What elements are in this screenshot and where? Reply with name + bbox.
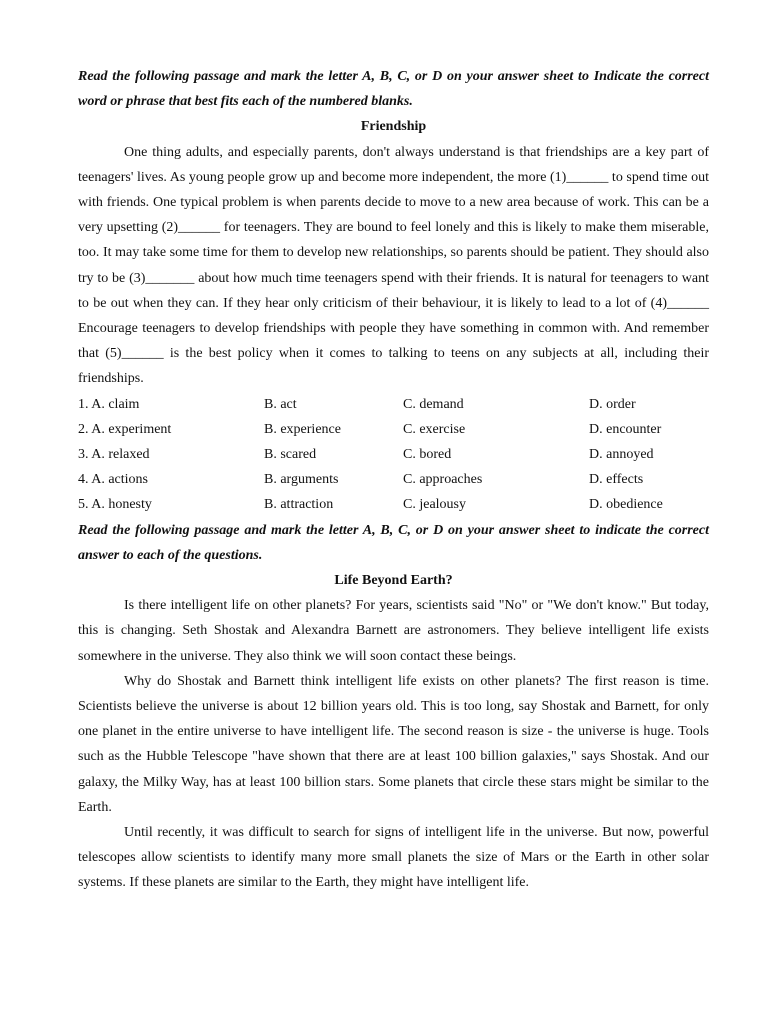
- option-b: B. experience: [264, 421, 341, 437]
- section2-paragraph-1: Is there intelligent life on other planets? For years, scientists said "No" or "We don't know." But today, this is changing. Seth Shostak and Alexandra Barnett are astronomers. They believe intelligent life exists somewhere in the universe. They also think we will soon contact these beings.: [78, 598, 709, 664]
- question-options: [78, 392, 709, 518]
- section2-paragraph-3: Until recently, it was difficult to search for signs of intelligent life in the universe. But now, powerful telescopes allow scientists to identify many more small planets the size of Mars or the Earth in other solar systems. If these planets are similar to the Earth, they might have intelligent life.: [78, 825, 709, 891]
- option-d: D. encounter: [589, 421, 662, 437]
- question-row-5: [78, 492, 709, 517]
- option-a: 3. A. relaxed: [78, 447, 150, 463]
- section2-paragraph-2: Why do Shostak and Barnett think intelligent life exists on other planets? The first reason is time. Scientists believe the universe is about 12 billion years old. This is too long, say Shostak and Barnett, for only one planet in the entire universe to have intelligent life. The second reason is size - the universe is huge. Tools such as the Hubble Telescope "have shown that there are at least 100 billion galaxies," says Shostak. And our galaxy, the Milky Way, has at least 100 billion stars. Some planets that circle these stars might be similar to the Earth.: [78, 673, 709, 815]
- option-d: D. obedience: [589, 497, 663, 513]
- section2-title: Life Beyond Earth?: [334, 572, 453, 588]
- option-a: 2. A. experiment: [78, 421, 172, 437]
- question-row-3: [78, 442, 709, 467]
- section2-instruction: Read the following passage and mark the letter A, B, C, or D on your answer sheet to indicate the correct answer to each of the questions.: [78, 522, 709, 563]
- question-row-4: [78, 467, 709, 492]
- option-b: B. arguments: [264, 472, 339, 488]
- option-c: C. demand: [403, 396, 464, 412]
- option-a: 4. A. actions: [78, 472, 148, 488]
- option-c: C. bored: [403, 447, 452, 463]
- section1-instruction: Read the following passage and mark the letter A, B, C, or D on your answer sheet to Indicate the correct word or phrase that best fits each of the numbered blanks.: [78, 69, 709, 110]
- option-b: B. scared: [264, 447, 317, 463]
- option-d: D. effects: [589, 472, 644, 488]
- option-b: B. attraction: [264, 497, 334, 513]
- option-d: D. order: [589, 396, 636, 412]
- option-c: C. approaches: [403, 472, 483, 488]
- section1-title: Friendship: [360, 119, 427, 135]
- section1-paragraph: One thing adults, and especially parents, don't always understand is that friendships are a key part of teenagers' lives. As young people grow up and become more independent, the more (1)______ to spend time out with friends. One typical problem is when parents decide to move to a new area because of work. This can be a very upsetting (2)______ for teenagers. They are bound to feel lonely and this is likely to make them miserable, too. It may take some time for them to develop new relationships, so parents should be patient. They should also try to be (3)_______ about how much time teenagers spend with their friends. It is natural for teenagers to want to be out when they can. If they hear only criticism of their behaviour, it is likely to lead to a lot of (4)______ Encourage teenagers to develop friendships with people they have something in common with. And remember that (5)______ is the best policy when it comes to talking to teens on any subjects at all, including their friendships.: [78, 144, 709, 387]
- option-c: C. jealousy: [403, 497, 466, 513]
- option-a: 5. A. honesty: [78, 497, 152, 513]
- question-row-2: [78, 417, 709, 442]
- option-d: D. annoyed: [589, 447, 654, 463]
- question-row-1: [78, 392, 709, 417]
- option-c: C. exercise: [403, 421, 466, 437]
- option-a: 1. A. claim: [78, 396, 140, 412]
- option-b: B. act: [264, 396, 297, 412]
